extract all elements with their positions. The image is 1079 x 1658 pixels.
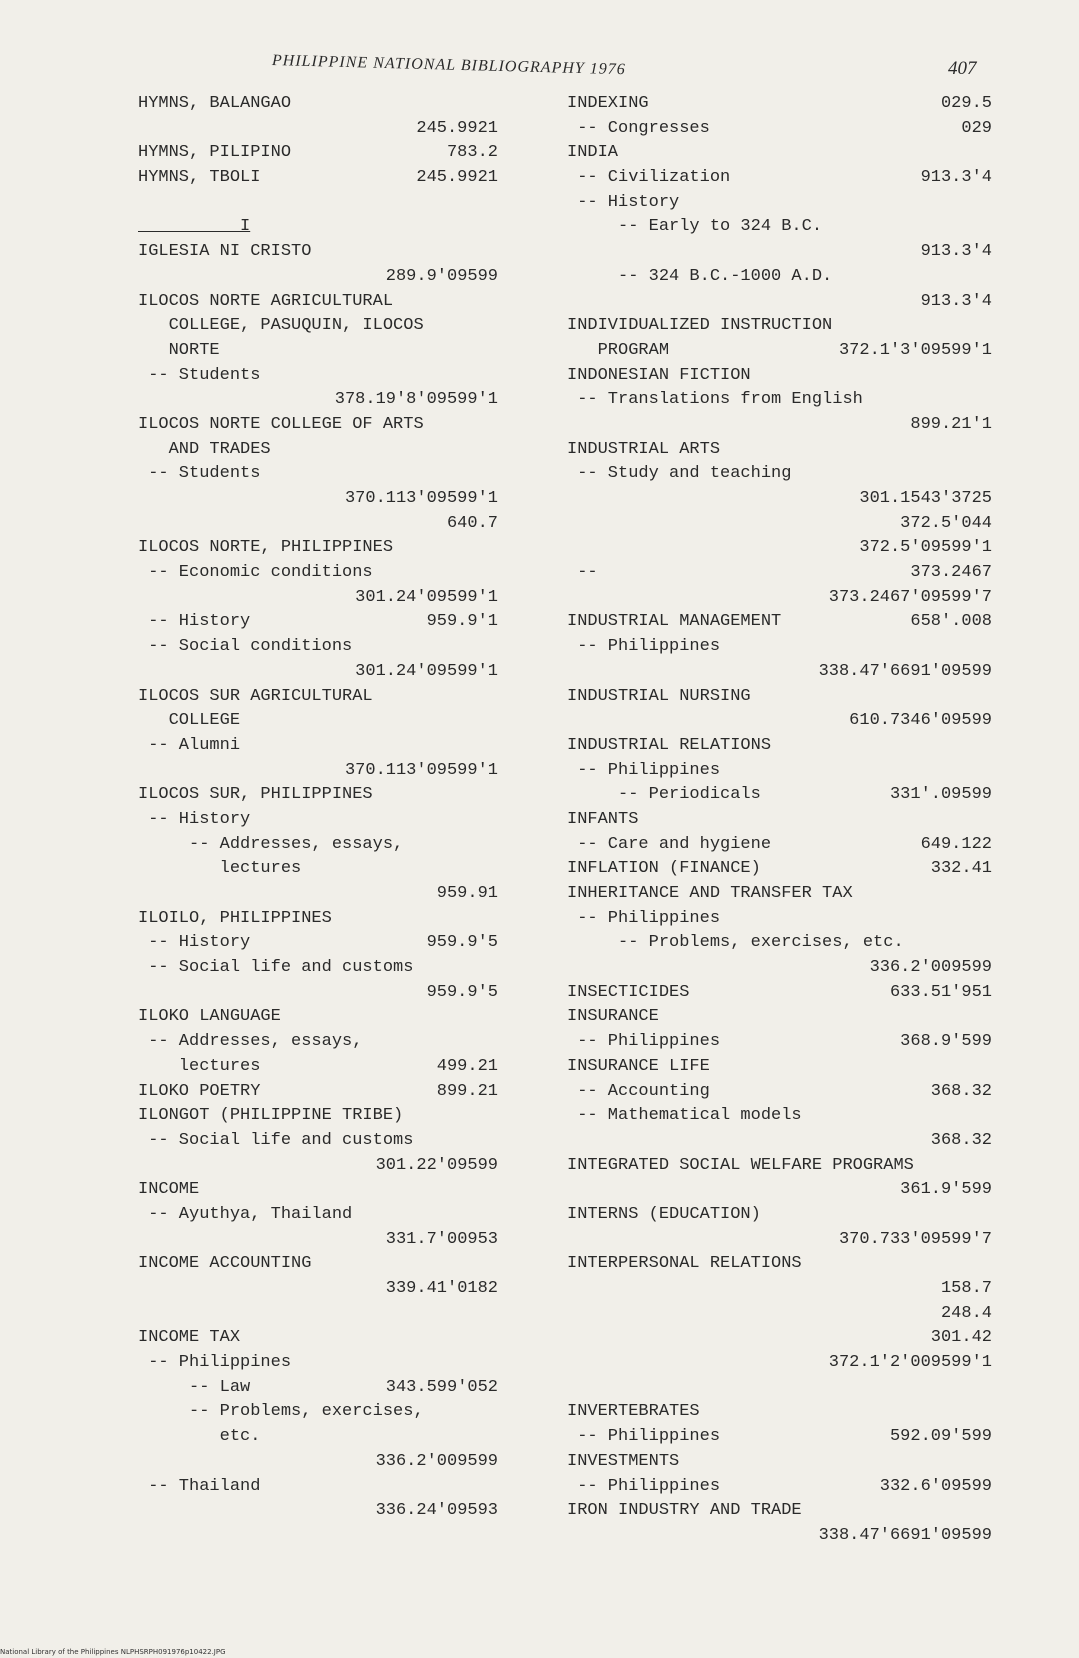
right-line <box>567 833 992 858</box>
right-line <box>567 759 992 784</box>
classification-number: 368.32 <box>930 1130 992 1150</box>
entry-heading: -- Thailand <box>138 1476 261 1496</box>
classification-number: 336.24'09593 <box>375 1501 498 1521</box>
classification-number: 640.7 <box>446 513 498 533</box>
classification-number: 336.2'009599 <box>869 958 992 978</box>
right-line <box>567 1351 992 1376</box>
left-line <box>138 660 498 685</box>
right-line <box>567 438 992 463</box>
right-line <box>567 1030 992 1055</box>
left-line <box>138 1178 498 1203</box>
entry-heading: ILOCOS NORTE COLLEGE OF ARTS <box>138 414 424 434</box>
entry-heading: INTERNS (EDUCATION) <box>567 1204 761 1224</box>
entry-heading: ILOKO POETRY <box>138 1081 261 1101</box>
left-line <box>138 1450 498 1475</box>
entry-heading: NORTE <box>138 340 220 360</box>
left-line <box>138 610 498 635</box>
left-line <box>138 290 498 315</box>
running-title: PHILIPPINE NATIONAL BIBLIOGRAPHY 1976 <box>271 52 626 79</box>
left-line <box>138 314 498 339</box>
classification-number: 301.22'09599 <box>375 1155 498 1175</box>
classification-number: 029 <box>961 118 992 138</box>
classification-number: 368.32 <box>930 1081 992 1101</box>
right-line <box>567 610 992 635</box>
left-line <box>138 240 498 265</box>
entry-heading: -- Ayuthya, Thailand <box>138 1204 353 1224</box>
classification-number: 301.24'09599'1 <box>355 661 498 681</box>
right-line <box>567 1376 992 1401</box>
right-line <box>567 1475 992 1500</box>
right-line <box>567 92 992 117</box>
left-line <box>138 265 498 290</box>
classification-number: 499.21 <box>436 1056 498 1076</box>
entry-heading: -- Accounting <box>567 1081 710 1101</box>
entry-heading: INCOME TAX <box>138 1328 241 1348</box>
right-line <box>567 512 992 537</box>
entry-heading: -- Alumni <box>138 735 241 755</box>
classification-number: 372.1'2'009599'1 <box>828 1353 992 1373</box>
right-line <box>567 1055 992 1080</box>
entry-heading: -- Philippines <box>567 1476 721 1496</box>
right-line <box>567 1178 992 1203</box>
classification-number: 959.9'5 <box>426 982 498 1002</box>
entry-heading: INDUSTRIAL MANAGEMENT <box>567 612 782 632</box>
classification-number: 331.7'00953 <box>385 1229 498 1249</box>
classification-number: 592.09'599 <box>889 1427 992 1447</box>
right-line <box>567 660 992 685</box>
entry-heading: -- Addresses, essays, <box>138 834 404 854</box>
entry-heading: -- Law <box>138 1377 251 1397</box>
left-line <box>138 1055 498 1080</box>
classification-number: 610.7346'09599 <box>849 711 992 731</box>
entry-heading: IRON INDUSTRY AND TRADE <box>567 1501 802 1521</box>
classification-number: 370.113'09599'1 <box>344 489 498 508</box>
entry-heading: ILONGOT (PHILIPPINE TRIBE) <box>138 1106 404 1126</box>
entry-heading: ILOCOS NORTE, PHILIPPINES <box>138 538 394 558</box>
classification-number: 783.2 <box>446 143 498 163</box>
classification-number: 899.21'1 <box>910 414 992 434</box>
entry-heading: -- Study and teaching <box>567 464 792 484</box>
entry-heading: -- Periodicals <box>567 785 761 805</box>
entry-heading: -- Philippines <box>567 1427 721 1447</box>
entry-heading: INHERITANCE AND TRANSFER TAX <box>567 884 853 903</box>
right-line <box>567 1228 992 1253</box>
left-line <box>138 833 498 858</box>
right-line <box>567 314 992 339</box>
left-line <box>138 413 498 438</box>
left-line <box>138 1302 498 1327</box>
left-line <box>138 1475 498 1500</box>
entry-heading: -- Economic conditions <box>138 563 373 583</box>
entry-heading: HYMNS, BALANGAO <box>138 94 292 113</box>
left-line <box>138 487 498 512</box>
left-line <box>138 635 498 660</box>
classification-number: 368.9'599 <box>900 1032 992 1052</box>
right-line <box>567 586 992 611</box>
right-line <box>567 1005 992 1030</box>
entry-heading: INDONESIAN FICTION <box>567 365 751 385</box>
left-line <box>138 759 498 784</box>
left-line <box>138 1277 498 1302</box>
right-line <box>567 1302 992 1327</box>
left-line <box>138 166 498 191</box>
classification-number: 301.42 <box>930 1328 992 1348</box>
left-line <box>138 1425 498 1450</box>
right-line <box>567 191 992 216</box>
entry-heading: INDUSTRIAL NURSING <box>567 686 751 706</box>
right-line <box>567 1450 992 1475</box>
left-line <box>138 117 498 142</box>
entry-heading: -- 324 B.C.-1000 A.D. <box>567 266 833 286</box>
classification-number: 361.9'599 <box>900 1180 992 1200</box>
left-line <box>138 438 498 463</box>
right-line <box>567 561 992 586</box>
scan-footer: National Library of the Philippines NLPHSRPH091976p10422.JPG <box>0 1648 226 1656</box>
classification-number: 372.1'3'09599'1 <box>838 340 992 360</box>
left-line <box>138 388 498 413</box>
entry-heading: -- Social conditions <box>138 637 353 657</box>
right-line <box>567 364 992 389</box>
left-line <box>138 339 498 364</box>
right-line <box>567 709 992 734</box>
entry-heading: AND TRADES <box>138 439 271 459</box>
entry-heading: -- Philippines <box>138 1353 292 1373</box>
right-line <box>567 1104 992 1129</box>
right-line <box>567 413 992 438</box>
entry-heading: -- Early to 324 B.C. <box>567 217 823 237</box>
entry-heading: -- History <box>138 612 251 632</box>
entry-heading: -- Students <box>138 464 261 484</box>
entry-heading: -- History <box>567 192 680 212</box>
left-line <box>138 1351 498 1376</box>
classification-number: 959.91 <box>436 884 498 903</box>
left-line <box>138 141 498 166</box>
entry-heading: IGLESIA NI CRISTO <box>138 242 312 262</box>
classification-number: 332.41 <box>930 859 992 879</box>
classification-number: 372.5'09599'1 <box>859 538 992 558</box>
right-line <box>567 215 992 240</box>
right-line <box>567 1277 992 1302</box>
classification-number: 029.5 <box>940 94 992 113</box>
left-line <box>138 882 498 907</box>
left-line <box>138 1030 498 1055</box>
left-line <box>138 709 498 734</box>
page-number: 407 <box>948 58 977 79</box>
entry-heading: -- Philippines <box>567 760 721 780</box>
left-line <box>138 191 498 216</box>
right-line <box>567 931 992 956</box>
left-line <box>138 1326 498 1351</box>
entry-heading: ILOCOS SUR, PHILIPPINES <box>138 785 373 805</box>
entry-heading: -- Civilization <box>567 168 731 188</box>
left-line <box>138 1005 498 1030</box>
right-line <box>567 487 992 512</box>
entry-heading: ILOKO LANGUAGE <box>138 1007 281 1027</box>
right-line <box>567 1154 992 1179</box>
left-line <box>138 536 498 561</box>
classification-number: 245.9921 <box>416 118 498 138</box>
right-line <box>567 882 992 907</box>
left-line <box>138 1252 498 1277</box>
right-line <box>567 339 992 364</box>
entry-heading: -- Problems, exercises, <box>138 1402 424 1422</box>
classification-number: 913.3'4 <box>920 291 992 311</box>
entry-heading: INVESTMENTS <box>567 1451 680 1471</box>
classification-number: 338.47'6691'09599 <box>818 1525 992 1545</box>
classification-number: 370.733'09599'7 <box>838 1229 992 1249</box>
right-line <box>567 1203 992 1228</box>
left-line <box>138 561 498 586</box>
entry-heading: INDUSTRIAL ARTS <box>567 439 721 459</box>
classification-number: 289.9'09599 <box>385 266 498 286</box>
left-line <box>138 1203 498 1228</box>
right-line <box>567 117 992 142</box>
entry-heading: INCOME ACCOUNTING <box>138 1254 312 1274</box>
classification-number: 245.9921 <box>416 168 498 188</box>
left-line <box>138 586 498 611</box>
left-line <box>138 512 498 537</box>
entry-heading: ILOILO, PHILIPPINES <box>138 908 332 928</box>
left-line <box>138 1400 498 1425</box>
entry-heading: ILOCOS SUR AGRICULTURAL <box>138 686 373 706</box>
entry-heading: INTERPERSONAL RELATIONS <box>567 1254 802 1274</box>
right-line <box>567 808 992 833</box>
left-line <box>138 1499 498 1524</box>
entry-heading: INCOME <box>138 1180 200 1200</box>
classification-number: 378.19'8'09599'1 <box>334 390 498 410</box>
right-line <box>567 783 992 808</box>
left-line <box>138 215 498 240</box>
entry-heading: -- Students <box>138 365 261 385</box>
entry-heading: -- History <box>138 809 251 829</box>
classification-number: 373.2467'09599'7 <box>828 587 992 607</box>
left-line <box>138 92 498 117</box>
entry-heading: etc. <box>138 1427 261 1447</box>
entry-heading: INFANTS <box>567 809 639 829</box>
classification-number: 899.21 <box>436 1081 498 1101</box>
entry-heading: -- History <box>138 933 251 953</box>
right-line <box>567 1326 992 1351</box>
entry-heading: INTEGRATED SOCIAL WELFARE PROGRAMS <box>567 1155 914 1175</box>
left-line <box>138 1080 498 1105</box>
classification-number: 331'.09599 <box>889 785 992 805</box>
entry-heading: -- Mathematical models <box>567 1106 802 1126</box>
classification-number: 301.1543'3725 <box>859 489 992 508</box>
right-line <box>567 1425 992 1450</box>
entry-heading: HYMNS, PILIPINO <box>138 143 292 163</box>
entry-heading: INDIA <box>567 143 619 163</box>
right-line <box>567 981 992 1006</box>
classification-number: 913.3'4 <box>920 168 992 188</box>
left-line <box>138 808 498 833</box>
classification-number: 658'.008 <box>910 612 992 632</box>
left-line <box>138 981 498 1006</box>
right-line <box>567 956 992 981</box>
classification-number: 959.9'1 <box>426 612 498 632</box>
entry-heading: INDEXING <box>567 94 649 113</box>
entry-heading: -- Philippines <box>567 908 721 928</box>
left-column <box>138 92 498 1524</box>
entry-heading: INDUSTRIAL RELATIONS <box>567 735 772 755</box>
entry-heading: COLLEGE <box>138 711 241 731</box>
right-line <box>567 734 992 759</box>
classification-number: 339.41'0182 <box>385 1279 498 1298</box>
entry-heading: -- Congresses <box>567 118 710 138</box>
entry-heading: I <box>138 217 251 237</box>
entry-heading: -- Social life and customs <box>138 958 414 978</box>
right-line <box>567 265 992 290</box>
left-line <box>138 734 498 759</box>
right-line <box>567 388 992 413</box>
classification-number: 370.113'09599'1 <box>344 760 498 780</box>
right-line <box>567 536 992 561</box>
entry-heading: HYMNS, TBOLI <box>138 168 261 188</box>
right-line <box>567 1400 992 1425</box>
right-line <box>567 462 992 487</box>
right-line <box>567 857 992 882</box>
left-line <box>138 1104 498 1129</box>
entry-heading: -- Problems, exercises, etc. <box>567 933 904 953</box>
left-line <box>138 857 498 882</box>
entry-heading: INSECTICIDES <box>567 982 690 1002</box>
entry-heading: -- Care and hygiene <box>567 834 772 854</box>
right-line <box>567 1524 992 1549</box>
classification-number: 372.5'044 <box>900 513 992 533</box>
entry-heading: lectures <box>138 1056 261 1076</box>
right-column <box>567 92 992 1549</box>
entry-heading: INVERTEBRATES <box>567 1402 700 1422</box>
left-line <box>138 1228 498 1253</box>
right-line <box>567 240 992 265</box>
right-line <box>567 685 992 710</box>
right-line <box>567 290 992 315</box>
entry-heading: INSURANCE <box>567 1007 659 1027</box>
classification-number: 959.9'5 <box>426 933 498 953</box>
classification-number: 301.24'09599'1 <box>355 587 498 607</box>
left-line <box>138 462 498 487</box>
classification-number: 248.4 <box>940 1303 992 1323</box>
left-line <box>138 685 498 710</box>
entry-heading: -- Philippines <box>567 1032 721 1052</box>
left-line <box>138 931 498 956</box>
right-line <box>567 166 992 191</box>
right-line <box>567 1080 992 1105</box>
classification-number: 373.2467 <box>910 563 992 583</box>
entry-heading: -- Philippines <box>567 637 721 657</box>
entry-heading: PROGRAM <box>567 340 670 360</box>
classification-number: 336.2'009599 <box>375 1451 498 1471</box>
left-line <box>138 783 498 808</box>
classification-number: 338.47'6691'09599 <box>818 661 992 681</box>
entry-heading: lectures <box>138 859 302 879</box>
right-line <box>567 1499 992 1524</box>
left-line <box>138 364 498 389</box>
right-line <box>567 907 992 932</box>
entry-heading: INFLATION (FINANCE) <box>567 859 761 879</box>
left-line <box>138 1376 498 1401</box>
right-line <box>567 635 992 660</box>
entry-heading: -- Translations from English <box>567 390 863 410</box>
classification-number: 332.6'09599 <box>879 1476 992 1496</box>
entry-heading: INSURANCE LIFE <box>567 1056 710 1076</box>
left-line <box>138 956 498 981</box>
left-line <box>138 1129 498 1154</box>
entry-heading: INDIVIDUALIZED INSTRUCTION <box>567 316 833 336</box>
entry-heading: ILOCOS NORTE AGRICULTURAL <box>138 291 394 311</box>
classification-number: 913.3'4 <box>920 242 992 262</box>
right-line <box>567 141 992 166</box>
right-line <box>567 1252 992 1277</box>
classification-number: 649.122 <box>920 834 992 854</box>
right-line <box>567 1129 992 1154</box>
entry-heading: -- Addresses, essays, <box>138 1032 363 1052</box>
entry-heading: -- <box>567 563 598 583</box>
left-line <box>138 1154 498 1179</box>
classification-number: 343.599'052 <box>385 1377 498 1397</box>
classification-number: 158.7 <box>940 1279 992 1298</box>
entry-heading: -- Social life and customs <box>138 1130 414 1150</box>
entry-heading: COLLEGE, PASUQUIN, ILOCOS <box>138 316 424 336</box>
classification-number: 633.51'951 <box>889 982 992 1002</box>
left-line <box>138 907 498 932</box>
